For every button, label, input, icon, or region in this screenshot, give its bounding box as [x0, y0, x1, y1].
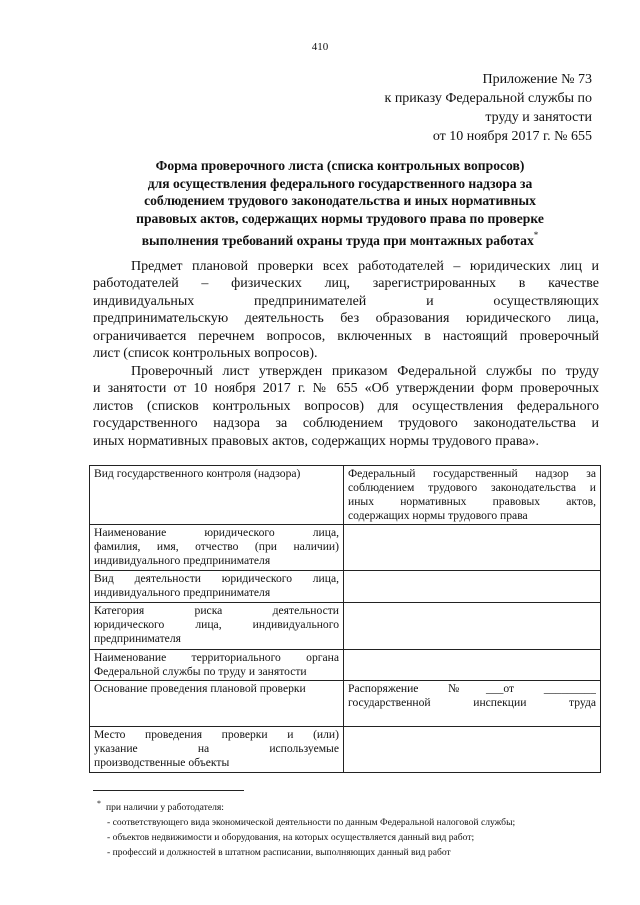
table-cell-label — [90, 681, 344, 727]
appendix-order-ref: к приказу Федеральной службы по — [384, 91, 592, 106]
table-row — [90, 727, 601, 773]
paragraph-line: Предмет плановой проверки всех работодателей – юридических лиц и — [131, 259, 599, 274]
cell-text: Вид государственного контроля (надзора) — [94, 467, 301, 480]
footnote-item: - соответствующего вида экономической деятельности по данным Федеральной налоговой службы; — [107, 817, 516, 828]
cell-text: Вид деятельности юридического лица, — [94, 572, 339, 585]
cell-text: Место проведения проверки и (или) — [94, 728, 339, 741]
cell-text: Категория риска деятельности — [94, 604, 339, 617]
paragraph-line: ограничивается перечнем вопросов, включенных в настоящий проверочный — [93, 328, 599, 344]
footnote-intro-text: при наличии у работодателя: — [106, 802, 224, 813]
title-line-last — [80, 227, 600, 250]
footnote-item: - объектов недвижимости и оборудования, на которых осуществляется данный вид работ; — [107, 832, 475, 843]
paragraph-approval — [93, 363, 599, 450]
table-cell-label — [90, 466, 344, 525]
table-row — [90, 466, 601, 525]
cell-text: производственные объекты — [94, 756, 230, 769]
cell-text: индивидуального предпринимателя — [94, 586, 271, 599]
table-cell-value-empty[interactable] — [344, 571, 601, 603]
footnote-mark: * — [97, 799, 101, 808]
footnote-intro — [97, 796, 597, 815]
title-line: соблюдением трудового законодательства и иных нормативных — [144, 193, 536, 209]
table-cell-value — [344, 681, 601, 727]
appendix-agency: труду и занятости — [485, 110, 592, 125]
paragraph-line: и занятости от 10 ноября 2017 г. № 655 «Об утверждении форм проверочных — [93, 381, 599, 397]
table-cell-value-empty[interactable] — [344, 525, 601, 571]
cell-text: Федеральной службы по труду и занятости — [94, 665, 307, 678]
cell-text: иных нормативных правовых актов, — [348, 495, 596, 508]
table-row — [90, 681, 601, 727]
paragraph-line: работодателей – физических лиц, зарегистрированных в качестве — [93, 276, 599, 292]
cell-text: юридического лица, индивидуального — [94, 618, 339, 631]
appendix-number: Приложение № 73 — [482, 72, 592, 87]
cell-text: Распоряжение №___от _________ — [348, 682, 596, 695]
table-cell-label — [90, 727, 344, 773]
page-number: 410 — [311, 41, 329, 53]
cell-text: Наименование юридического лица, — [94, 526, 339, 539]
table-cell-value — [344, 466, 601, 525]
paragraph-line: государственного надзора за соблюдением трудового законодательства и — [93, 416, 599, 432]
footnote-divider — [93, 790, 244, 791]
title-footnote-mark: * — [533, 230, 539, 241]
title-line-text: выполнения требований охраны труда при монтажных работах — [141, 233, 534, 249]
cell-text: фамилия, имя, отчество (при наличии) — [94, 540, 339, 553]
paragraph-line: лист (список контрольных вопросов). — [93, 346, 318, 362]
table-cell-label — [90, 603, 344, 650]
cell-text: предпринимателя — [94, 632, 181, 645]
table-row — [90, 650, 601, 681]
table-row — [90, 525, 601, 571]
table-cell-value-empty[interactable] — [344, 650, 601, 681]
title-line: правовых актов, содержащих нормы трудового права по проверке — [136, 210, 544, 226]
title-line: для осуществления федерального государственного надзора за — [147, 175, 533, 191]
table-cell-label — [90, 650, 344, 681]
table-cell-value-empty[interactable] — [344, 727, 601, 773]
cell-text: соблюдением трудового законодательства и — [348, 481, 596, 494]
cell-text: Основание проведения плановой проверки — [94, 682, 306, 695]
paragraph-line: иных нормативных правовых актов, содержащих нормы трудового права». — [93, 433, 539, 449]
table-cell-value-empty[interactable] — [344, 603, 601, 650]
cell-text: Наименование территориального органа — [94, 651, 339, 664]
table-row — [90, 571, 601, 603]
inspection-info-table — [89, 465, 601, 773]
footnote-item: - профессий и должностей в штатном расписании, выполняющих данный вид работ — [107, 847, 451, 858]
appendix-order-date: от 10 ноября 2017 г. № 655 — [432, 129, 592, 144]
cell-text: индивидуального предпринимателя — [94, 554, 271, 567]
table-row — [90, 603, 601, 650]
title-line: Форма проверочного листа (списка контрольных вопросов) — [155, 158, 525, 173]
document-title — [80, 157, 600, 250]
paragraph-line: предпринимательскую деятельность без образования юридического лица, — [93, 311, 599, 327]
paragraph-line: Проверочный лист утвержден приказом Федеральной службы по труду — [131, 364, 599, 379]
cell-text: содержащих нормы трудового права — [348, 509, 528, 522]
table-cell-label — [90, 571, 344, 603]
table-cell-label — [90, 525, 344, 571]
cell-text: указание на используемые — [94, 742, 339, 755]
cell-text: Федеральный государственный надзор за — [348, 467, 596, 480]
paragraph-line: листов (списков контрольных вопросов) для осуществления федерального — [93, 398, 599, 414]
paragraph-subject — [93, 258, 599, 362]
appendix-header — [385, 70, 592, 146]
cell-text: государственной инспекции труда — [348, 696, 596, 709]
footnotes — [97, 796, 597, 860]
paragraph-line: индивидуальных предпринимателей и осуществляющих — [93, 293, 599, 309]
